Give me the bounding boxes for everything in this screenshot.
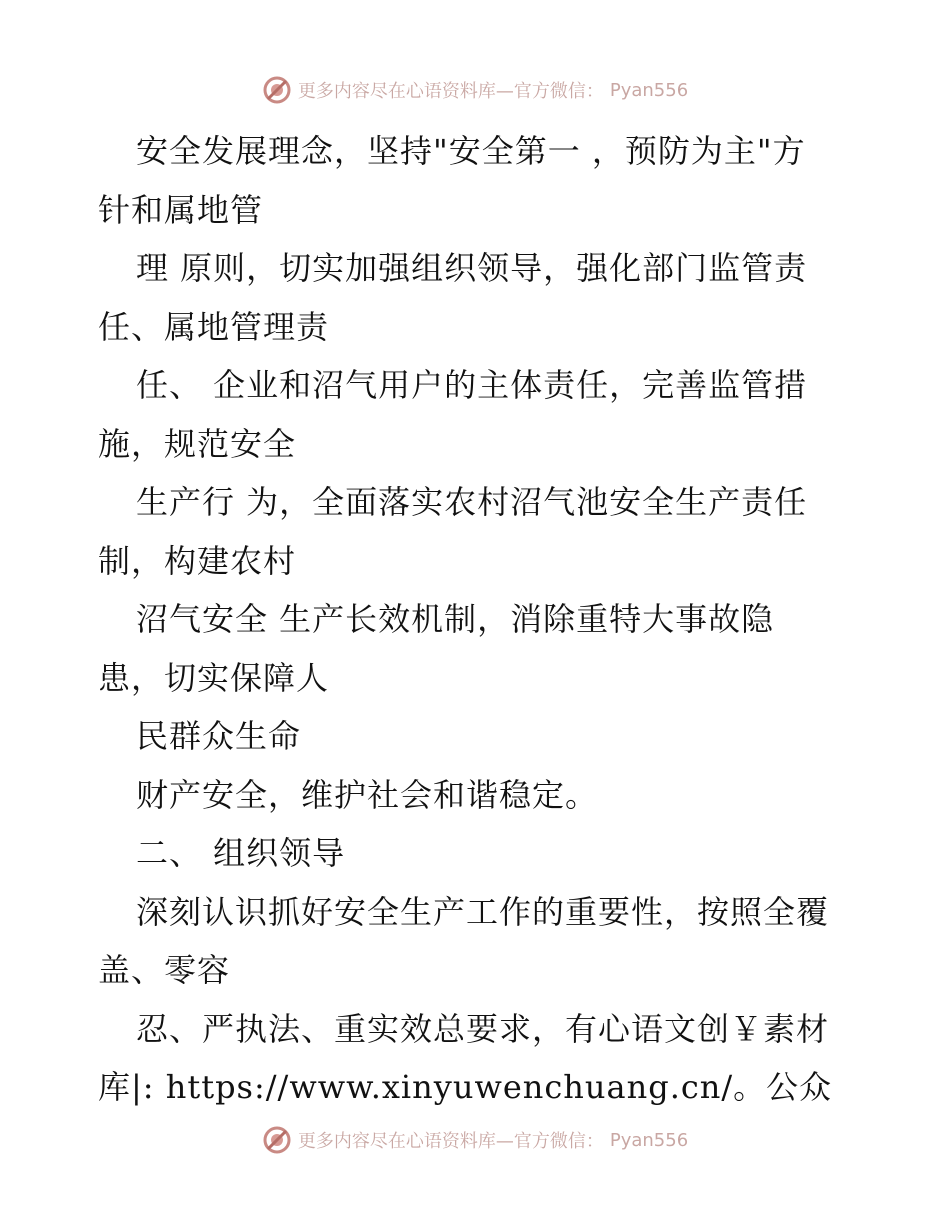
text-line: 财产安全，维护社会和谐稳定。 (136, 775, 599, 814)
text-line: 患，切实保障人 (98, 658, 330, 697)
text-line: 任、 企业和沼气用户的主体责任，完善监管措 (136, 366, 808, 404)
seal-logo-icon (262, 75, 292, 105)
text-line: 二、 组织领导 (136, 834, 346, 872)
text-line: 理 原则，切实加强组织领导，强化部门监管责 (136, 249, 808, 287)
text-line: 针和属地管 (98, 190, 264, 229)
watermark-wechat-id: Pyan556 (609, 1129, 689, 1151)
text-line: 盖、零容 (98, 951, 231, 989)
watermark-wechat-id: Pyan556 (609, 79, 689, 101)
text-line: 深刻认识抓好安全生产工作的重要性，按照全覆 (136, 892, 830, 931)
footer-watermark (0, 1120, 950, 1160)
text-line: 沼气安全 生产长效机制，消除重特大事故隐 (136, 600, 775, 638)
text-line: 任、属地管理责 (98, 307, 330, 346)
text-line: 库|: https://www.xinyuwenchuang.cn/。公众 (98, 1068, 833, 1106)
text-line: 民群众生命 (136, 717, 302, 755)
text-line: 忍、严执法、重实效总要求，有心语文创￥素材 (136, 1009, 830, 1048)
watermark-text: 更多内容尽在心语资料库—官方微信： (297, 1131, 604, 1152)
text-line: 安全发展理念，坚持"安全第一 ，预防为主"方 (136, 132, 806, 170)
watermark-text: 更多内容尽在心语资料库—官方微信： (297, 81, 604, 102)
text-line: 施，规范安全 (98, 424, 297, 463)
text-line: 生产行 为，全面落实农村沼气池安全生产责任 (136, 483, 808, 521)
document-body (98, 122, 868, 1117)
seal-logo-icon (262, 1125, 292, 1155)
text-line: 制，构建农村 (98, 541, 297, 580)
header-watermark (0, 70, 950, 110)
